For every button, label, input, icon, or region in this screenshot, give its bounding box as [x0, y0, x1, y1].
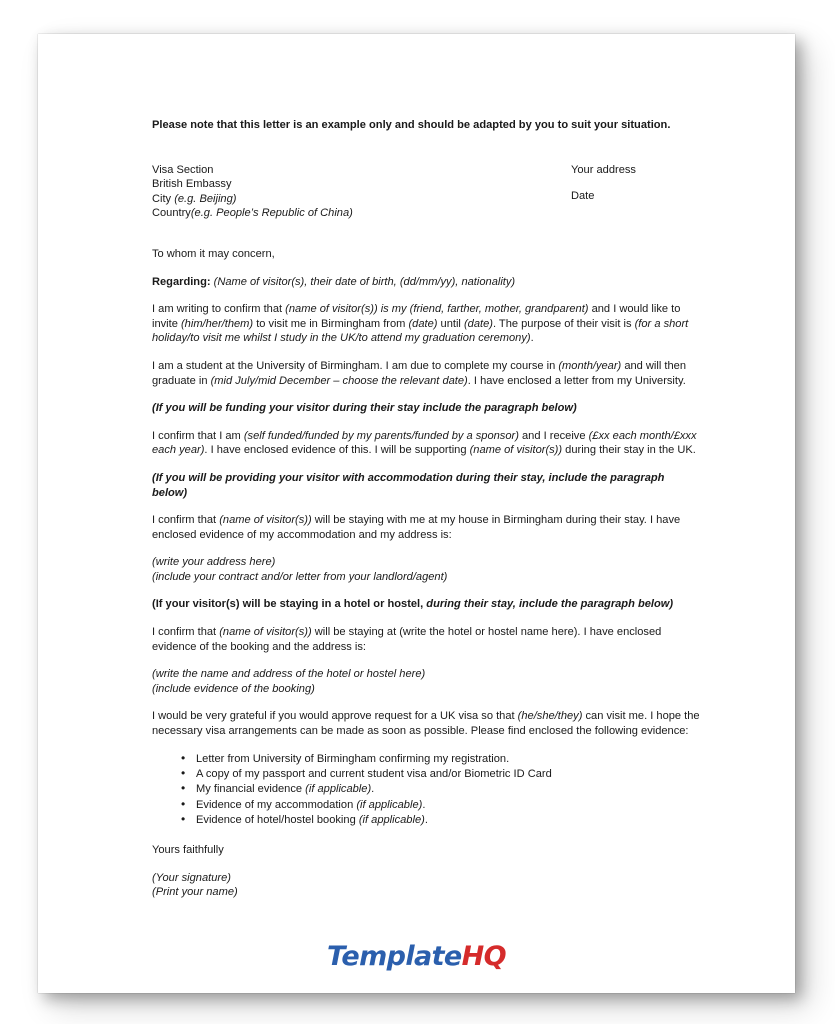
intro-t4: until	[437, 317, 464, 330]
paragraph-student	[152, 359, 700, 388]
intro-t2: and I would like to invite	[152, 303, 681, 330]
funding-i3: (name of visitor(s))	[469, 444, 563, 457]
list-item	[152, 782, 700, 797]
document-page	[38, 34, 795, 993]
accommodation-placeholder-2: (include your contract and/or letter from your landlord/agent)	[152, 570, 448, 583]
evidence-item-2-text: A copy of my passport and current student visa and/or Biometric ID Card	[196, 767, 552, 780]
evidence-item-3-text: My financial evidence	[196, 783, 306, 796]
address-line-4-italic: (e.g. People’s Republic of China)	[190, 207, 353, 220]
letter-body	[152, 118, 700, 900]
evidence-item-4-italic: (if applicable)	[356, 798, 423, 811]
paragraph-request	[152, 709, 700, 738]
request-i1: (he/she/they)	[517, 710, 583, 723]
evidence-item-4-text: Evidence of my accommodation	[196, 798, 357, 811]
recipient-address	[152, 163, 572, 221]
intro-i3: (date)	[408, 317, 438, 330]
accom-t2: will be staying with me at my house in Birmingham during their stay. I have enclosed evidence of my accommodation and my address is:	[152, 514, 681, 541]
signature-placeholder: (Your signature)	[152, 871, 231, 884]
heading-funding: (If you will be funding your visitor during their stay include the paragraph below)	[152, 402, 577, 415]
address-line-1	[152, 163, 572, 178]
paragraph-funding	[152, 429, 700, 458]
student-i2: (mid July/mid December – choose the relevant date)	[210, 374, 468, 387]
address-line-4-text: Country	[152, 207, 191, 220]
your-address-label: Your address	[571, 163, 636, 176]
student-t2: and will then graduate in	[152, 359, 686, 387]
student-i1: (month/year)	[558, 359, 622, 372]
paragraph-intro	[152, 302, 700, 346]
funding-t1: I confirm that I am	[152, 429, 244, 442]
intro-t3: to visit me in Birmingham from	[253, 317, 409, 330]
evidence-item-5-tail: .	[424, 813, 428, 826]
intro-i5: (for a short holiday/to visit me whilst I study in the UK/to attend my graduation ceremony)	[152, 317, 689, 345]
student-t3: . I have enclosed a letter from my University.	[467, 374, 686, 387]
regarding-value: (Name of visitor(s), their date of birth, (dd/mm/yy), nationality)	[210, 275, 516, 288]
evidence-item-4-tail: .	[422, 798, 426, 811]
regarding-label: Regarding:	[152, 275, 211, 288]
sender-address-block	[571, 163, 731, 204]
brand-wordmark	[327, 942, 506, 972]
date-label: Date	[571, 189, 595, 202]
heading-hotel	[152, 597, 700, 612]
address-line-3-italic: (e.g. Beijing)	[174, 192, 237, 205]
request-t2: can visit me. I hope the necessary visa arrangements can be made as soon as possible. Please find enclosed the following evidence:	[152, 710, 700, 738]
intro-i2: (him/her/them)	[180, 317, 254, 330]
address-line-3-text: City	[152, 192, 175, 205]
address-block	[152, 163, 700, 221]
heading-accommodation: (If you will be providing your visitor with accommodation during their stay, include the paragraph below)	[152, 471, 665, 499]
funding-t3: . I have enclosed evidence of this. I will be supporting	[204, 444, 470, 457]
heading-hotel-bold-italic: during their stay, include the paragraph below)	[423, 598, 674, 611]
signature-block	[152, 871, 700, 900]
address-line-2	[152, 177, 572, 192]
accom-t1: I confirm that	[152, 514, 220, 527]
intro-t6: .	[530, 332, 534, 345]
student-t1: I am a student at the University of Birmingham. I am due to complete my course in	[152, 359, 559, 372]
address-line-4	[152, 206, 572, 221]
evidence-item-1-text: Letter from University of Birmingham confirming my registration.	[196, 752, 510, 765]
address-line-2-text: British Embassy	[152, 178, 232, 191]
request-t1: I would be very grateful if you would approve request for a UK visa so that	[152, 710, 518, 723]
intro-t1: I am writing to confirm that	[152, 303, 286, 316]
top-note: Please note that this letter is an example only and should be adapted by you to suit your situation.	[152, 119, 671, 131]
hotel-placeholder-1: (write the name and address of the hotel or hostel here)	[152, 668, 426, 681]
brand-wordmark-accent: HQ	[461, 941, 506, 972]
hotel-t2: will be staying at (write the hotel or hostel name here). I have enclosed evidence of the booking and the address is:	[152, 626, 662, 653]
paragraph-hotel	[152, 625, 700, 654]
funding-i2: (£xx each month/£xxx each year)	[152, 429, 697, 457]
list-item	[152, 752, 700, 767]
hotel-placeholders	[152, 667, 700, 696]
list-item	[152, 798, 700, 813]
hotel-t1: I confirm that	[152, 626, 220, 639]
accommodation-placeholder-1: (write your address here)	[152, 556, 276, 569]
funding-t2: and I receive	[518, 429, 589, 442]
intro-i4: (date)	[463, 317, 493, 330]
paragraph-accommodation	[152, 513, 700, 542]
intro-i1: (name of visitor(s)) is my (friend, farther, mother, grandparent)	[285, 303, 589, 316]
accommodation-placeholders	[152, 555, 700, 584]
evidence-list	[152, 752, 700, 828]
regarding-line	[152, 275, 700, 290]
intro-t5: . The purpose of their visit is	[492, 317, 635, 330]
accom-i1: (name of visitor(s))	[219, 514, 312, 527]
heading-hotel-bold: (If your visitor(s) will be staying in a hotel or hostel,	[152, 598, 424, 611]
salutation: To whom it may concern,	[152, 247, 275, 260]
evidence-item-3-italic: (if applicable)	[305, 783, 372, 796]
funding-t4: during their stay in the UK.	[562, 444, 696, 457]
address-line-3	[152, 192, 572, 207]
closing-line: Yours faithfully	[152, 844, 224, 857]
evidence-item-5-text: Evidence of hotel/hostel booking	[196, 813, 359, 826]
evidence-item-3-tail: .	[371, 783, 375, 796]
evidence-item-5-italic: (if applicable)	[358, 813, 425, 826]
hotel-placeholder-2: (include evidence of the booking)	[152, 682, 315, 695]
funding-i1: (self funded/funded by my parents/funded by a sponsor)	[243, 429, 519, 442]
print-name-placeholder: (Print your name)	[152, 886, 238, 899]
list-item	[152, 813, 700, 828]
brand-wordmark-primary: Template	[327, 941, 462, 972]
hotel-i1: (name of visitor(s))	[219, 626, 312, 639]
list-item	[152, 767, 700, 782]
brand-logo	[38, 942, 795, 982]
address-line-1-text: Visa Section	[152, 163, 214, 176]
